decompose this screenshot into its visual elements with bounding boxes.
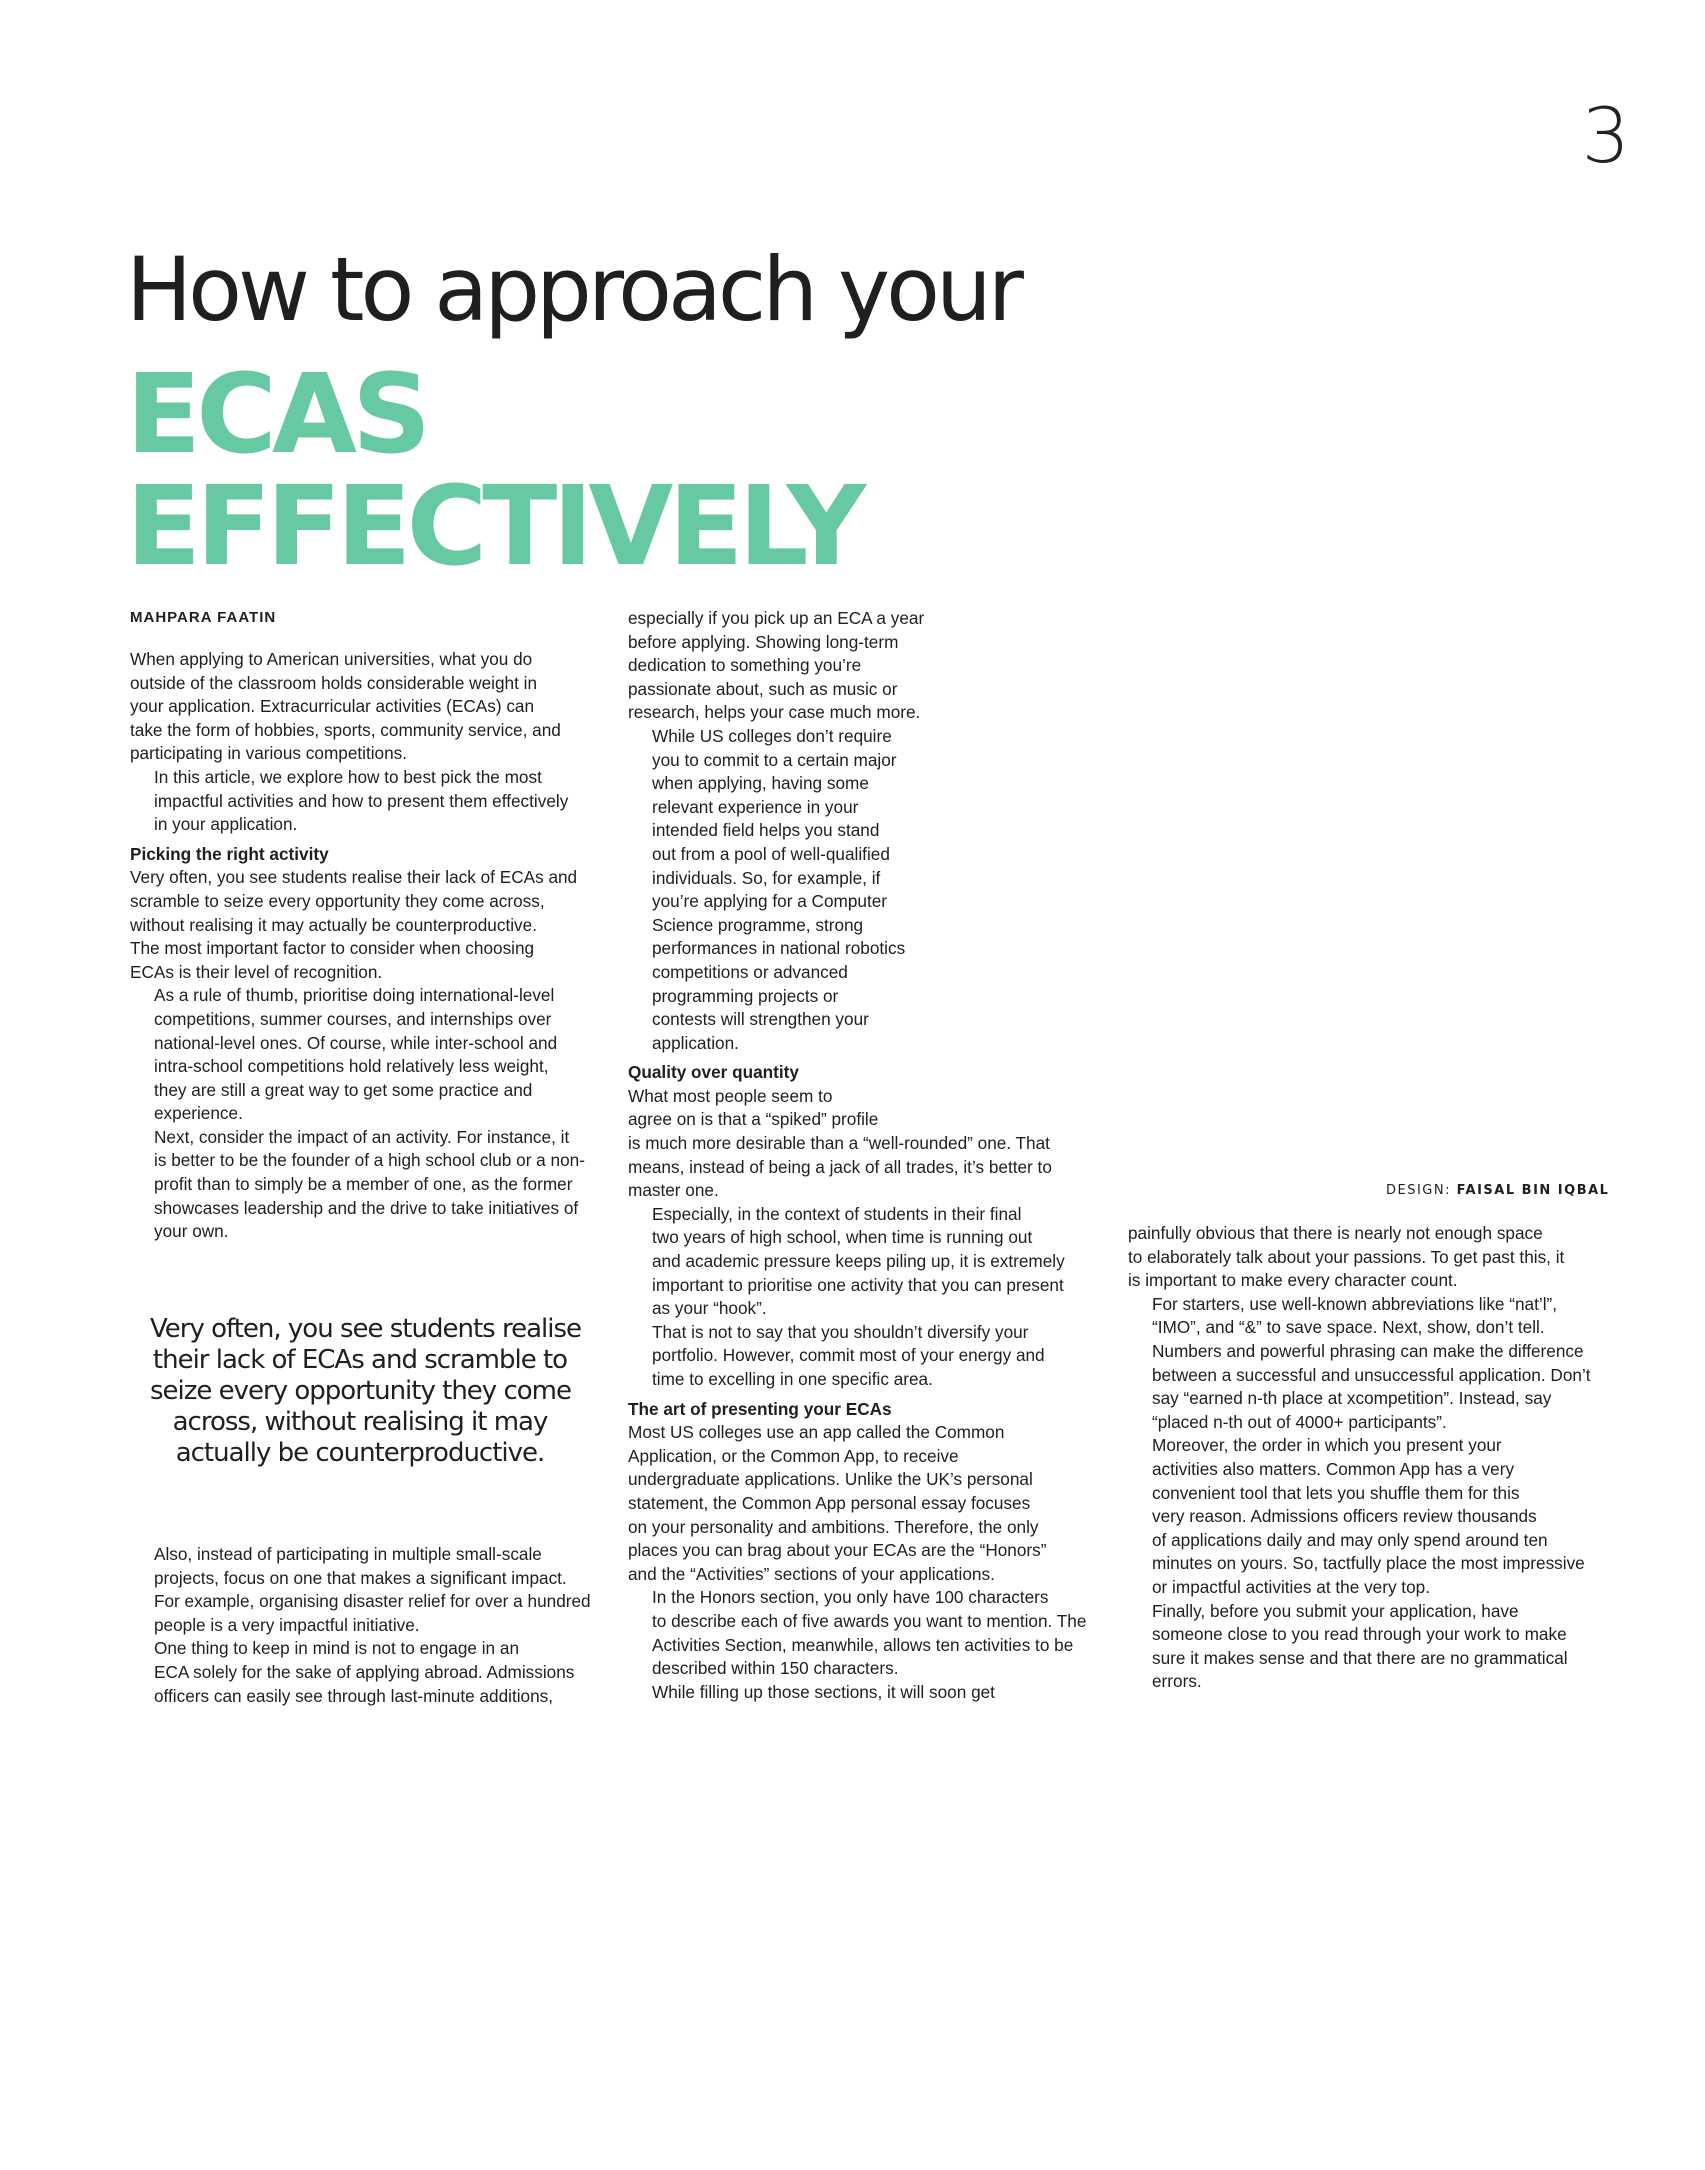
article-column-1-upper — [130, 648, 600, 1244]
text-line: As a rule of thumb, prioritise doing international-level — [154, 985, 555, 1006]
section-heading-picking-activity: Picking the right activity — [130, 843, 329, 864]
text-line: undergraduate applications. Unlike the UK’s personal — [628, 1469, 1033, 1490]
design-credit-label: DESIGN: — [1386, 1183, 1451, 1198]
text-line: described within 150 characters. — [652, 1658, 899, 1679]
text-line: is much more desirable than a “well-rounded” one. That — [628, 1133, 1050, 1154]
text-line: application. — [652, 1032, 739, 1053]
text-line: between a successful and unsuccessful application. Don’t — [1152, 1364, 1591, 1385]
text-line: Also, instead of participating in multiple small-scale — [154, 1544, 542, 1564]
text-line: “placed n-th out of 4000+ participants”. — [1152, 1411, 1447, 1432]
text-line: and the “Activities” sections of your applications. — [628, 1563, 995, 1584]
text-line: people is a very impactful initiative. — [154, 1614, 420, 1635]
text-line: projects, focus on one that makes a significant impact. — [154, 1567, 567, 1588]
text-line: Numbers and powerful phrasing can make the difference — [1152, 1340, 1584, 1361]
text-line: of applications daily and may only spend around ten — [1152, 1529, 1548, 1550]
body-paragraph — [628, 725, 1098, 1055]
text-line: intra-school competitions hold relatively less weight, — [154, 1056, 549, 1077]
headline-line-1: How to approach your — [126, 238, 1020, 341]
text-line: someone close to you read through your work to make — [1152, 1624, 1567, 1645]
section-heading-presenting: The art of presenting your ECAs — [628, 1398, 892, 1419]
intro-paragraph-2 — [130, 766, 600, 837]
text-line: national-level ones. Of course, while inter-school and — [154, 1032, 558, 1053]
text-line: intended field helps you stand — [652, 820, 880, 841]
pull-quote-line: across, without realising it may — [172, 1407, 548, 1437]
pull-quote-line: Very often, you see students realise — [150, 1314, 581, 1344]
text-line: say “earned n-th place at xcompetition”. Instead, say — [1152, 1388, 1552, 1409]
text-line: agree on is that a “spiked” profile — [628, 1109, 879, 1130]
text-line: when applying, having some — [652, 773, 869, 794]
text-line: contests will strengthen your — [652, 1009, 869, 1030]
body-paragraph — [130, 1543, 600, 1637]
design-credit-name: FAISAL BIN IQBAL — [1456, 1183, 1610, 1198]
headline-line-2: ECAS — [126, 350, 427, 478]
text-line: means, instead of being a jack of all trades, it’s better to — [628, 1156, 1052, 1177]
text-line: without realising it may actually be counterproductive. — [130, 914, 537, 935]
intro-paragraph-1 — [130, 648, 600, 766]
body-paragraph — [130, 984, 600, 1126]
text-line: take the form of hobbies, sports, community service, and — [130, 719, 561, 740]
text-line: very reason. Admissions officers review thousands — [1152, 1506, 1537, 1527]
text-line: important to prioritise one activity that you can present — [652, 1274, 1064, 1295]
text-line: is important to make every character count. — [1128, 1270, 1458, 1291]
text-line: The most important factor to consider when choosing — [130, 938, 535, 959]
text-line: showcases leadership and the drive to take initiatives of — [154, 1197, 579, 1218]
body-paragraph — [628, 1681, 1098, 1705]
body-paragraph — [130, 866, 600, 984]
text-line: to elaborately talk about your passions. To get past this, it — [1128, 1246, 1565, 1267]
page-number: 3 — [1581, 91, 1630, 180]
text-line: especially if you pick up an ECA a year — [628, 608, 925, 628]
text-line: painfully obvious that there is nearly not enough space — [1128, 1223, 1543, 1243]
pull-quote-line: their lack of ECAs and scramble to — [152, 1345, 568, 1375]
text-line: passionate about, such as music or — [628, 678, 898, 699]
text-line: places you can brag about your ECAs are the “Honors” — [628, 1540, 1047, 1561]
text-line: ECA solely for the sake of applying abroad. Admissions — [154, 1661, 575, 1682]
text-line: minutes on yours. So, tactfully place the most impressive — [1152, 1553, 1585, 1574]
text-line: competitions, summer courses, and internships over — [154, 1008, 552, 1029]
text-line: on your personality and ambitions. Therefore, the only — [628, 1516, 1039, 1537]
text-line: you’re applying for a Computer — [652, 891, 888, 912]
article-column-1-lower — [130, 1543, 600, 1708]
text-line: individuals. So, for example, if — [652, 867, 881, 888]
text-line: While filling up those sections, it will soon get — [652, 1681, 995, 1702]
body-paragraph — [628, 1085, 1098, 1203]
text-line: before applying. Showing long-term — [628, 631, 899, 652]
text-line: scramble to seize every opportunity they come across, — [130, 890, 545, 911]
text-line: Application, or the Common App, to receive — [628, 1445, 959, 1466]
body-paragraph — [130, 1126, 600, 1244]
pull-quote-line: seize every opportunity they come — [150, 1376, 571, 1406]
text-line: That is not to say that you shouldn’t diversify your — [652, 1321, 1029, 1342]
text-line: relevant experience in your — [652, 796, 859, 817]
text-line: Especially, in the context of students in their final — [652, 1203, 1022, 1224]
text-line: errors. — [1152, 1671, 1202, 1692]
text-line: What most people seem to — [628, 1085, 833, 1106]
text-line: While US colleges don’t require — [652, 725, 892, 746]
text-line: you to commit to a certain major — [652, 749, 897, 770]
text-line: Very often, you see students realise their lack of ECAs and — [130, 867, 578, 888]
text-line: competitions or advanced — [652, 961, 848, 982]
body-paragraph — [628, 1421, 1098, 1586]
body-paragraph — [628, 1321, 1098, 1392]
text-line: sure it makes sense and that there are no grammatical — [1152, 1647, 1568, 1668]
headline-line-3: EFFECTIVELY — [126, 462, 862, 590]
text-line: in your application. — [154, 814, 298, 835]
text-line: officers can easily see through last-minute additions, — [154, 1685, 554, 1706]
headline-accent — [126, 350, 862, 590]
text-line: When applying to American universities, what you do — [130, 649, 533, 669]
author-byline: MAHPARA FAATIN — [130, 609, 277, 626]
text-line: statement, the Common App personal essay focuses — [628, 1492, 1031, 1513]
text-line: In the Honors section, you only have 100 characters — [652, 1587, 1049, 1608]
body-paragraph — [628, 607, 1098, 725]
section-heading-quality: Quality over quantity — [628, 1062, 799, 1083]
text-line: One thing to keep in mind is not to engage in an — [154, 1638, 520, 1659]
text-line: ECAs is their level of recognition. — [130, 961, 383, 982]
text-line: Next, consider the impact of an activity. For instance, it — [154, 1126, 570, 1147]
text-line: your own. — [154, 1221, 229, 1242]
body-paragraph — [130, 1637, 600, 1708]
text-line: research, helps your case much more. — [628, 702, 921, 723]
text-line: they are still a great way to get some practice and — [154, 1079, 533, 1100]
body-paragraph — [628, 1203, 1098, 1321]
text-line: performances in national robotics — [652, 938, 906, 959]
text-line: For starters, use well-known abbreviations like “nat’l”, — [1152, 1293, 1558, 1314]
text-line: or impactful activities at the very top. — [1152, 1576, 1430, 1597]
text-line: portfolio. However, commit most of your energy and — [652, 1345, 1045, 1366]
text-line: experience. — [154, 1103, 243, 1124]
text-line: profit than to simply be a member of one, as the former — [154, 1174, 573, 1195]
text-line: Moreover, the order in which you present your — [1152, 1435, 1502, 1456]
design-credit — [1386, 1183, 1609, 1198]
text-line: out from a pool of well-qualified — [652, 843, 890, 864]
text-line: For example, organising disaster relief for over a hundred — [154, 1591, 591, 1612]
article-column-2 — [628, 607, 1098, 1704]
text-line: “IMO”, and “&” to save space. Next, show, don’t tell. — [1152, 1317, 1545, 1338]
text-line: Finally, before you submit your application, have — [1152, 1600, 1519, 1621]
text-line: master one. — [628, 1180, 719, 1201]
text-line: two years of high school, when time is running out — [652, 1227, 1033, 1248]
body-paragraph — [628, 1586, 1098, 1680]
body-paragraph — [1128, 1222, 1598, 1293]
body-paragraph — [1128, 1434, 1598, 1599]
text-line: participating in various competitions. — [130, 743, 408, 764]
pull-quote — [150, 1314, 581, 1469]
text-line: as your “hook”. — [652, 1298, 767, 1319]
text-line: convenient tool that lets you shuffle them for this — [1152, 1482, 1520, 1503]
text-line: outside of the classroom holds considerable weight in — [130, 672, 538, 693]
text-line: your application. Extracurricular activities (ECAs) can — [130, 696, 535, 717]
body-paragraph — [1128, 1293, 1598, 1435]
text-line: Science programme, strong — [652, 914, 864, 935]
text-line: programming projects or — [652, 985, 839, 1006]
text-line: dedication to something you’re — [628, 655, 862, 676]
text-line: impactful activities and how to present them effectively — [154, 790, 569, 811]
text-line: to describe each of five awards you want to mention. The — [652, 1610, 1087, 1631]
text-line: Most US colleges use an app called the Common — [628, 1422, 1005, 1443]
pull-quote-line: actually be counterproductive. — [175, 1438, 545, 1468]
text-line: is better to be the founder of a high school club or a non- — [154, 1150, 585, 1171]
text-line: Activities Section, meanwhile, allows ten activities to be — [652, 1634, 1074, 1655]
text-line: and academic pressure keeps piling up, it is extremely — [652, 1251, 1065, 1272]
text-line: In this article, we explore how to best pick the most — [154, 766, 542, 787]
text-line: time to excelling in one specific area. — [652, 1369, 933, 1389]
text-line: activities also matters. Common App has a very — [1152, 1458, 1515, 1479]
body-paragraph — [1128, 1600, 1598, 1694]
article-column-3 — [1128, 1222, 1598, 1694]
